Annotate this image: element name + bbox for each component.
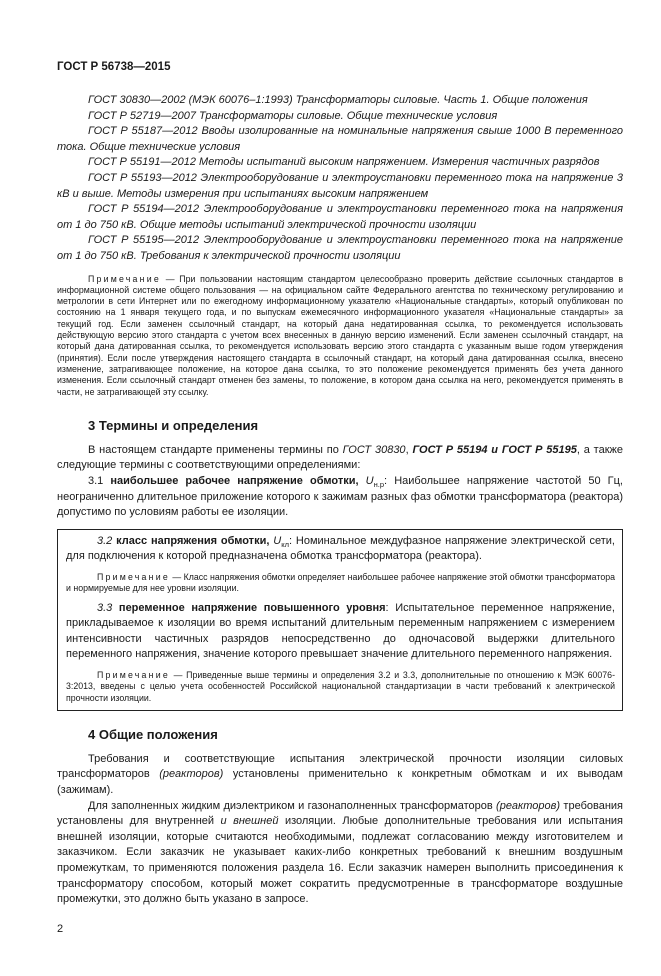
section-4-paragraph-1 — [57, 752, 623, 799]
term-symbol: U — [273, 534, 282, 547]
term-number: 3.1 — [88, 474, 111, 487]
reference-item: ГОСТ Р 52719—2007 Трансформаторы силовые. Общие технические условия — [88, 109, 498, 122]
page-content — [57, 93, 623, 908]
note-text: — При пользовании настоящим стандартом целесообразно проверить действие ссылочных стандартов в информационной системе общего пользования — на официальном сайте Федерального агентства по техническому регулированию и метрологии в сети Интернет или по ежегодному информационному указателю «Национальные стандарты», который опубликован по состоянию на 1 января текущего года, и по выпускам ежемесячного информационного указателя «Национальные стандарты» за текущий год. Если заменен ссылочный стандарт, на который дана недатированная ссылка, то рекомендуется использовать действующую версию этого стандарта с учетом всех внесенных в данную версию изменений. Если заменен ссылочный стандарт, на который дана датированная ссылка, то рекомендуется использовать версию этого стандарта с указанным выше годом утверждения (принятия). Если после утверждения настоящего стандарта в ссылочный стандарт, на который дана датированная ссылка, внесено изменение, затрагивающее положение, на которое дана ссылка, то это положение рекомендуется применять без учета данного изменения. Если ссылочный стандарт отменен без замены, то положение, в котором дана ссылка на него, рекомендуется применять в части, не затрагивающей эту ссылку. — [57, 273, 623, 397]
term-3-1 — [57, 474, 623, 521]
section-4-title: 4 Общие положения — [88, 726, 218, 742]
reference-item: ГОСТ Р 55191—2012 Методы испытаний высоким напряжением. Измерения частичных разрядов — [88, 156, 600, 169]
text-italic: (реакторов) — [496, 799, 561, 812]
text: , — [405, 443, 413, 456]
text-italic: и внешней — [220, 815, 279, 828]
text-italic: (реакторов) — [159, 768, 224, 781]
text: В настоящем стандарте применены термины по — [88, 443, 343, 456]
term-name: наибольшее рабочее напряжение обмотки, — [110, 474, 366, 487]
note-text: — Приведенные выше термины и определения 3.2 и 3.3, дополнительные по отношению к МЭК 60076-3:2013, введены с целью учета особенностей Российской национальной стандартизации в части требований к электрической прочности изоляции. — [66, 669, 615, 703]
text: , а также следующие термины с соответствующими определениями: — [57, 443, 623, 472]
reference-item: ГОСТ Р 55193—2012 Электрооборудование и электроустановки переменного тока на напряжение 3 кВ и выше. Методы измерения при испытаниях высоким напряжением — [57, 171, 623, 200]
text: установлены применительно к конкретным обмоткам и их выводам (зажимам). — [57, 768, 623, 796]
note-label: Примечание — [97, 669, 170, 680]
term-definition: : Номинальное междуфазное напряжение электрической сети, для подключения к которой предназначена обмотка трансформатора (реактора). — [66, 534, 615, 563]
framed-terms-box — [57, 529, 623, 711]
references-note — [57, 274, 623, 398]
ref-link: ГОСТ Р 55194 и ГОСТ Р 55195 — [412, 443, 577, 456]
references-list — [57, 93, 623, 265]
text: Для заполненных жидким диэлектриком и газонаполненных трансформаторов — [88, 799, 497, 812]
note-label: Примечание — [97, 571, 170, 582]
reference-item: ГОСТ Р 55194—2012 Электрооборудование и электроустановки переменного тока на напряжения от 1 до 750 кВ. Общие методы испытаний электрической прочности изоляции — [57, 203, 623, 231]
term-definition: : Испытательное переменное напряжение, прикладываемое к изоляции во время испытаний длительным переменным напряжением с измерением интенсивности частичных разрядов непосредственно до одночасовой выдержки длительного переменного напряжения, значение которого превышает значение длительного переменного напряжения. — [66, 601, 615, 661]
text: изоляции. Любые дополнительные требования или испытания внешней изоляции, которые считаются необходимыми, подлежат согласованию между изготовителем и заказчиком. Если заказчик не указывает каких-либо конкретных требований к внешним воздушным промежуткам, то применяются положения раздела 16. Если заказчик намерен выполнить присоединения к трансформатору способом, который может сократить предусмотренные в трансформаторе воздушные промежутки, это должно быть указано в запросе. — [57, 815, 623, 906]
reference-item: ГОСТ 30830—2002 (МЭК 60076–1:1993) Трансформаторы силовые. Часть 1. Общие положения — [88, 94, 588, 106]
term-number: 3.2 — [97, 534, 117, 547]
note-label: Примечание — [88, 273, 161, 284]
reference-item: ГОСТ Р 55187—2012 Вводы изолированные на номинальные напряжения свыше 1000 В переменного тока. Общие технические условия — [57, 125, 623, 153]
text: требования установлены для внутренней — [57, 799, 623, 828]
term-subscript: кл — [281, 539, 289, 549]
term-name: класс напряжения обмотки, — [116, 534, 274, 547]
term-number: 3.3 — [97, 601, 119, 614]
term-3-3 — [66, 601, 615, 663]
term-symbol: U — [365, 474, 374, 487]
note-text: — Класс напряжения обмотки определяет наибольшее рабочее напряжение этой обмотки трансформатора и нормируемые для нее уровни изоляции. — [66, 571, 615, 594]
term-subscript: н.р — [373, 480, 385, 490]
section-3-title: 3 Термины и определения — [88, 417, 259, 433]
text: Требования и соответствующие испытания электрической прочности изоляции силовых трансформаторов — [57, 752, 623, 781]
page-number: 2 — [57, 922, 64, 935]
term-3-2-note — [66, 572, 615, 595]
term-3-2 — [66, 534, 615, 565]
term-name: переменное напряжение повышенного уровня — [118, 601, 386, 614]
document-header: ГОСТ Р 56738—2015 — [57, 61, 171, 73]
term-definition: : Наибольшее напряжение частотой 50 Гц, неограниченно длительное приложение которого к зажимам разных фаз обмотки трансформатора (реактора) допустимо по условиям работы ее изоляции. — [57, 474, 623, 519]
box-note — [66, 670, 615, 704]
section-3-intro — [57, 443, 623, 474]
reference-item: ГОСТ Р 55195—2012 Электрооборудование и электроустановки переменного тока на напряжение от 1 до 750 кВ. Требования к электрической прочности изоляции — [57, 234, 623, 262]
ref-link: ГОСТ 30830 — [342, 443, 406, 456]
section-4-paragraph-2 — [57, 799, 623, 908]
